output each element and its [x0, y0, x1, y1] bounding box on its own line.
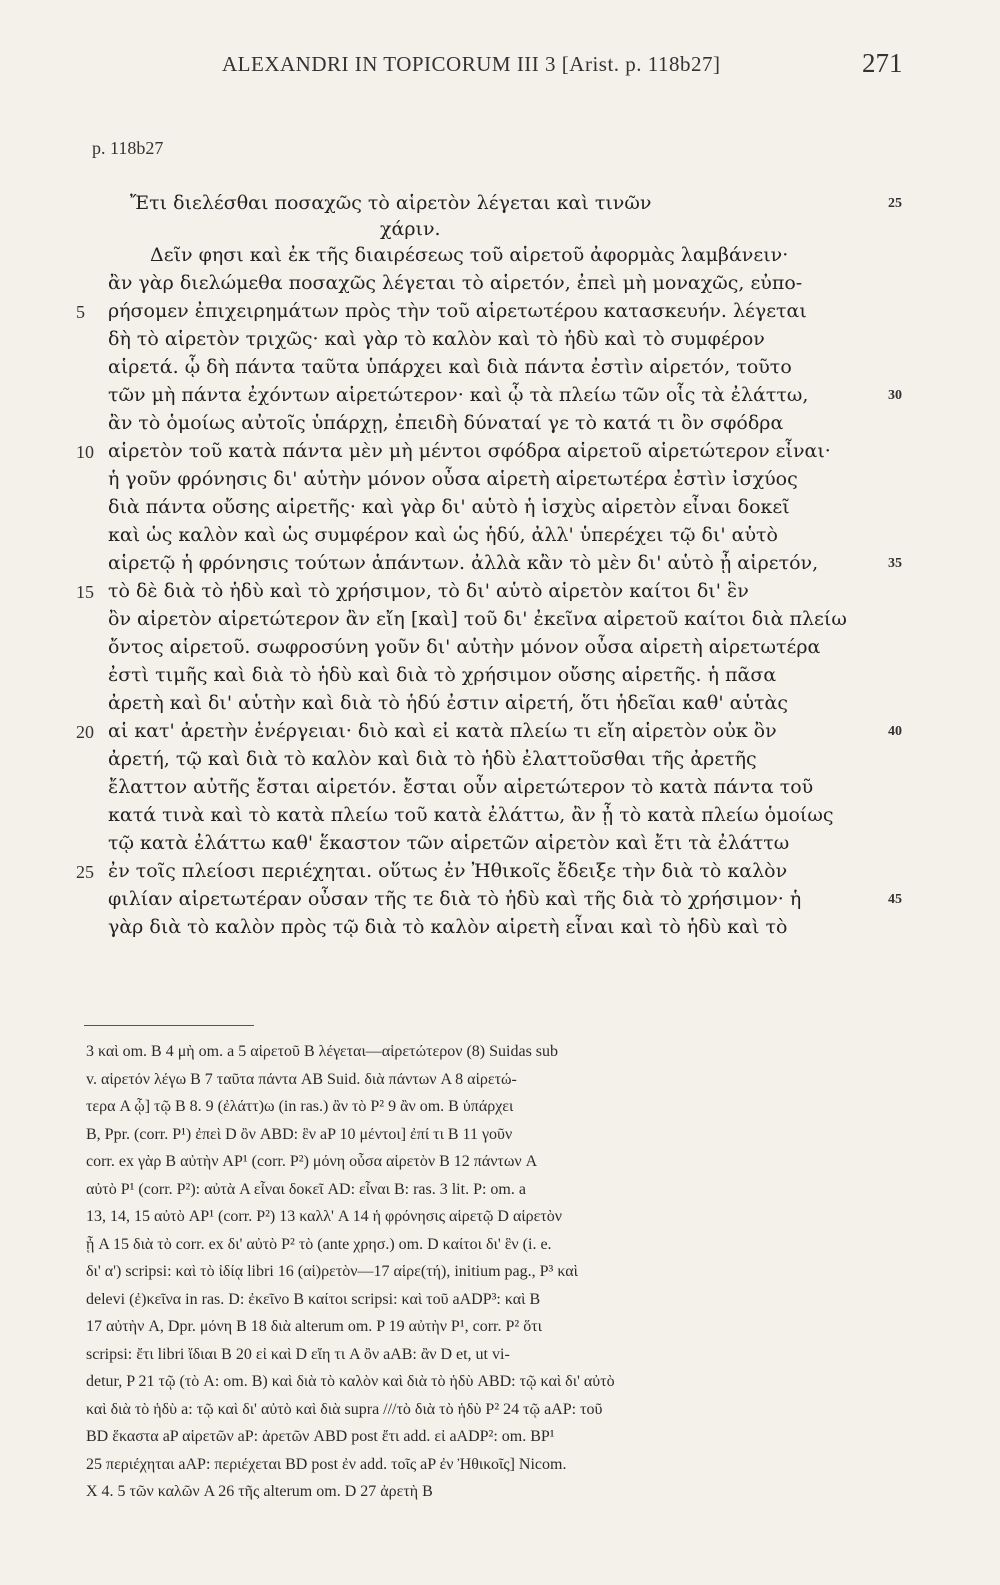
running-title: ALEXANDRI IN TOPICORUM III 3 [Arist. p. 118b27]: [222, 52, 721, 76]
apparatus-line: ᾖ A 15 διὰ τὸ corr. ex δι' αὐτὸ P² τὸ (ante χρησ.) om. D καίτοι δι' ἓν (i. e.: [86, 1235, 552, 1253]
apparatus-line: detur, P 21 τῷ (τὸ A: om. B) καὶ διὰ τὸ καλὸν καὶ διὰ τὸ ἡδὺ ABD: τῷ καὶ δι' αὐτὸ: [86, 1373, 615, 1390]
text-line: [108, 636, 868, 658]
text-line-content: φιλίαν αἱρετωτέραν οὖσαν τῆς τε διὰ τὸ ἡδὺ καὶ τῆς διὰ τὸ χρήσιμον· ἡ: [108, 888, 802, 910]
text-line-content: ἀρετή, τῷ καὶ διὰ τὸ καλὸν καὶ διὰ τὸ ἡδὺ ἐλαττοῦσθαι τῆς ἀρετῆς: [108, 748, 757, 770]
text-line: [108, 776, 868, 798]
margin-reference-number: 30: [888, 388, 902, 403]
text-line-content: αἱ κατ' ἀρετὴν ἐνέργειαι· διὸ καὶ εἰ κατὰ πλείω τι εἴη αἱρετὸν οὐκ ὂν: [108, 720, 777, 742]
text-line-content: τῶν μὴ πάντα ἐχόντων αἱρετώτερον· καὶ ᾧ τὰ πλείω τῶν οἷς τὰ ἐλάττω,: [108, 384, 809, 406]
page-number: 271: [862, 48, 903, 78]
apparatus-line: 25 περιέχηται aAP: περιέχεται BD post ἐν add. τοῖς aP ἐν Ἠθικοῖς] Nicom.: [86, 1455, 567, 1473]
text-line: [108, 692, 868, 714]
text-line-content: γὰρ διὰ τὸ καλὸν πρὸς τῷ διὰ τὸ καλὸν αἱρετὴ εἶναι καὶ τὸ ἡδὺ καὶ τὸ: [108, 916, 788, 938]
apparatus-line: v. αἱρετόν λέγω B 7 ταῦτα πάντα AB Suid. διὰ πάντων A 8 αἱρετώ-: [86, 1070, 517, 1088]
margin-reference-number: 40: [888, 724, 902, 739]
text-line: [108, 384, 868, 406]
text-line-content: καὶ ὡς καλὸν καὶ ὡς συμφέρον καὶ ὡς ἡδύ, ἀλλ' ὑπερέχει τῷ δι' αὑτὸ: [108, 524, 778, 546]
page-header: [0, 48, 1000, 82]
apparatus-line: τερα A ᾧ] τῷ B 8. 9 (ἐλάττ)ω (in ras.) ἂν τὸ P² 9 ἂν om. B ὑπάρχει: [86, 1098, 514, 1115]
text-line: [108, 468, 868, 490]
apparatus-line: delevi (ἐ)κεῖνα in ras. D: ἐκεῖνο B καίτοι scripsi: καὶ τοῦ aADP³: καὶ B: [86, 1290, 541, 1308]
apparatus-line: X 4. 5 τῶν καλῶν A 26 τῆς alterum om. D 27 ἀρετὴ B: [86, 1483, 433, 1500]
line-number: 25: [76, 862, 94, 882]
apparatus-line: αὐτὸ P¹ (corr. P²): αὐτὰ A εἶναι δοκεῖ AD: εἶναι B: ras. 3 lit. P: om. a: [86, 1180, 526, 1198]
text-line: [108, 300, 868, 322]
text-line-content: ὄντος αἱρετοῦ. σωφροσύνη γοῦν δι' αὑτὴν μόνον οὖσα αἱρετὴ αἱρετωτέρα: [108, 636, 821, 658]
text-line-content: κατά τινὰ καὶ τὸ κατὰ πλείω τοῦ κατὰ ἐλάττω, ἂν ᾖ τὸ κατὰ πλείω ὁμοίως: [108, 804, 834, 826]
text-line-content: αἱρετὸν τοῦ κατὰ πάντα μὲν μὴ μέντοι σφόδρα αἱρετοῦ αἱρετώτερον εἶναι·: [108, 440, 831, 462]
text-line: [130, 192, 868, 214]
text-line-content: ἂν γὰρ διελώμεθα ποσαχῶς λέγεται τὸ αἱρετόν, ἐπεὶ μὴ μοναχῶς, εὐπο-: [108, 272, 803, 294]
text-line: [108, 916, 868, 938]
text-line-content: χάριν.: [380, 218, 441, 240]
text-line-content: αἱρετῷ ἡ φρόνησις τούτων ἁπάντων. ἀλλὰ κἂν τὸ μὲν δι' αὑτὸ ᾖ αἱρετόν,: [108, 552, 819, 574]
text-line: [108, 412, 868, 434]
text-line: [108, 720, 868, 742]
text-line-content: διὰ πάντα οὔσης αἱρετῆς· καὶ γὰρ δι' αὑτὸ ἡ ἰσχὺς αἱρετὸν εἶναι δοκεῖ: [108, 496, 790, 518]
text-line: [108, 524, 868, 546]
text-line: [108, 552, 868, 574]
line-number: 20: [76, 722, 94, 742]
margin-reference-number: 45: [888, 892, 902, 907]
text-line-content: τῷ κατὰ ἐλάττω καθ' ἕκαστον τῶν αἱρετῶν αἱρετὸν καὶ ἔτι τὰ ἐλάττω: [108, 832, 790, 854]
text-line: [108, 608, 868, 630]
text-line-content: Δεῖν φησι καὶ ἐκ τῆς διαιρέσεως τοῦ αἱρετοῦ ἀφορμὰς λαμβάνειν·: [150, 244, 789, 266]
text-line: [108, 580, 868, 602]
apparatus-line: δι' α') scripsi: καὶ τὸ ἰδίᾳ libri 16 (αἱ)ρετὸν—17 αἱρε(τή), initium pag., P³ καὶ: [86, 1263, 578, 1280]
footnote-divider: [84, 1025, 254, 1026]
line-number: 5: [76, 302, 85, 322]
margin-reference-number: 25: [888, 196, 902, 211]
apparatus-line: corr. ex γὰρ B αὐτὴν AP¹ (corr. P²) μόνη οὖσα αἱρετὸν B 12 πάντων A: [86, 1153, 538, 1170]
line-number: 10: [76, 442, 94, 462]
apparatus-line: scripsi: ἔτι libri ἴδιαι B 20 εἰ καὶ D εἴη τι A ὂν aAB: ἂν D et, ut vi-: [86, 1345, 510, 1363]
text-line: [108, 496, 868, 518]
text-line: [108, 328, 868, 350]
text-line-content: ἀρετὴ καὶ δι' αὑτὴν καὶ διὰ τὸ ἡδύ ἐστιν αἱρετή, ὅτι ἡδεῖαι καθ' αὑτὰς: [108, 692, 788, 714]
text-line-content: ἔλαττον αὐτῆς ἔσται αἱρετόν. ἔσται οὖν αἱρετώτερον τὸ κατὰ πάντα τοῦ: [108, 776, 814, 798]
text-line: [108, 272, 868, 294]
text-line-content: ἂν τὸ ὁμοίως αὐτοῖς ὑπάρχῃ, ἐπειδὴ δύναταί γε τὸ κατά τι ὂν σφόδρα: [108, 412, 784, 434]
text-line-content: ρήσομεν ἐπιχειρημάτων πρὸς τὴν τοῦ αἱρετωτέρου κατασκευήν. λέγεται: [108, 300, 807, 322]
apparatus-line: καὶ διὰ τὸ ἡδὺ a: τῷ καὶ δι' αὐτὸ καὶ διὰ supra ///τὸ διὰ τὸ ἡδὺ P² 24 τῷ aAP: τοῦ: [86, 1400, 603, 1418]
text-line: [108, 748, 868, 770]
apparatus-line: BD ἕκαστα aP αἱρετῶν aP: ἀρετῶν ABD post ἔτι add. εἰ aADP²: om. BP¹: [86, 1428, 555, 1445]
line-number: 15: [76, 582, 94, 602]
text-line-content: ἡ γοῦν φρόνησις δι' αὑτὴν μόνον οὖσα αἱρετὴ αἱρετωτέρα ἐστὶν ἰσχύος: [108, 468, 798, 490]
text-line-content: ἐστὶ τιμῆς καὶ διὰ τὸ ἡδὺ καὶ διὰ τὸ χρήσιμον οὔσης αἱρετῆς. ἡ πᾶσα: [108, 664, 777, 686]
text-line-content: αἱρετά. ᾧ δὴ πάντα ταῦτα ὑπάρχει καὶ διὰ πάντα ἐστὶν αἱρετόν, τοῦτο: [108, 356, 792, 378]
lemma-reference: p. 118b27: [92, 138, 164, 158]
text-line-content: τὸ δὲ διὰ τὸ ἡδὺ καὶ τὸ χρήσιμον, τὸ δι' αὑτὸ αἱρετὸν καίτοι δι' ἓν: [108, 580, 749, 602]
text-line-content: δὴ τὸ αἱρετὸν τριχῶς· καὶ γὰρ τὸ καλὸν καὶ τὸ ἡδὺ καὶ τὸ συμφέρον: [108, 328, 765, 350]
text-line: [108, 804, 868, 826]
text-line: [108, 356, 868, 378]
text-line-content: ὂν αἱρετὸν αἱρετώτερον ἂν εἴη [καὶ] τοῦ δι' ἐκεῖνα αἱρετοῦ καίτοι διὰ πλείω: [108, 608, 847, 630]
text-line: [108, 664, 868, 686]
text-line: [108, 888, 868, 910]
text-line-content: Ἔτι διελέσθαι ποσαχῶς τὸ αἱρετὸν λέγεται καὶ τινῶν: [130, 192, 652, 214]
text-line: [108, 860, 868, 882]
apparatus-line: 13, 14, 15 αὐτὸ AP¹ (corr. P²) 13 καλλ' A 14 ἡ φρόνησις αἱρετῷ D αἱρετὸν: [86, 1208, 562, 1225]
text-line-content: ἐν τοῖς πλείοσι περιέχηται. οὕτως ἐν Ἠθικοῖς ἔδειξε τὴν διὰ τὸ καλὸν: [108, 860, 788, 882]
text-line: [150, 244, 868, 266]
text-line: [108, 440, 868, 462]
margin-reference-number: 35: [888, 556, 902, 571]
apparatus-line: B, Ppr. (corr. P¹) ἐπεὶ D ὂν ABD: ἓν aP 10 μέντοι] ἐπί τι B 11 γοῦν: [86, 1125, 513, 1143]
apparatus-line: 17 αὐτὴν A, Dpr. μόνη B 18 διὰ alterum om. P 19 αὐτὴν P¹, corr. P² ὅτι: [86, 1318, 542, 1335]
text-line: [380, 218, 500, 240]
text-line: [108, 832, 868, 854]
apparatus-line: 3 καὶ om. B 4 μὴ om. a 5 αἱρετοῦ B λέγεται—αἱρετώτερον (8) Suidas sub: [86, 1043, 559, 1060]
